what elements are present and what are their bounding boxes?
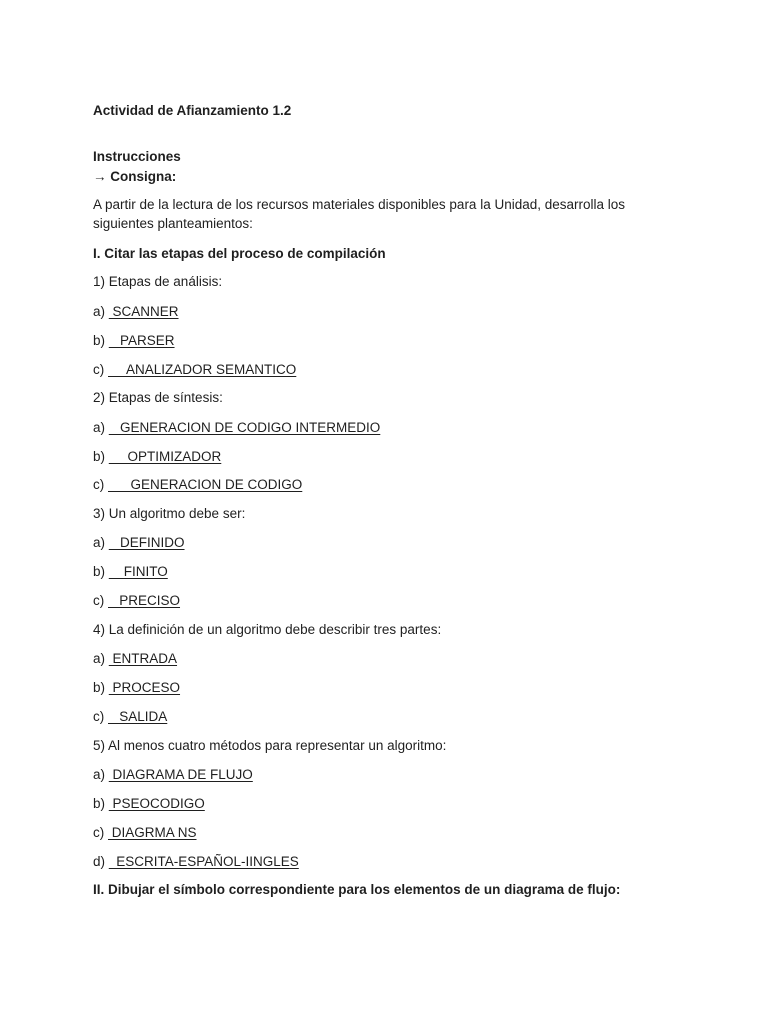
answer-prefix: a) — [93, 420, 109, 435]
answer-prefix: b) — [93, 449, 109, 464]
document-title: Actividad de Afianzamiento 1.2 — [93, 103, 292, 118]
answer-prefix: c) — [93, 477, 108, 492]
answer-item — [93, 476, 302, 494]
question-2-title: 2) Etapas de síntesis: — [93, 390, 223, 405]
section-2-heading: II. Dibujar el símbolo correspondiente para los elementos de un diagrama de flujo: — [93, 882, 621, 897]
answer-text: SCANNER — [108, 304, 179, 319]
answer-prefix: a) — [93, 535, 109, 550]
answer-text: ESCRITA-ESPAÑOL-IINGLES — [108, 854, 299, 869]
answer-text: GENERACION DE CODIGO — [108, 477, 303, 492]
answer-text: DEFINIDO — [108, 535, 185, 550]
answer-prefix: c) — [93, 362, 108, 377]
answer-text: PRECISO — [108, 593, 181, 608]
question-1-title: 1) Etapas de análisis: — [93, 274, 223, 289]
answer-text: ENTRADA — [108, 651, 178, 666]
answer-item — [93, 650, 177, 668]
consigna-heading — [93, 168, 176, 186]
answer-item — [93, 824, 197, 842]
consigna-label: Consigna: — [110, 169, 177, 184]
answer-text: FINITO — [108, 564, 168, 579]
question-4-title: 4) La definición de un algoritmo debe describir tres partes: — [93, 622, 442, 637]
answer-item — [93, 448, 221, 466]
answer-prefix: c) — [93, 825, 108, 840]
question-3-title: 3) Un algoritmo debe ser: — [93, 506, 246, 521]
answer-text: GENERACION DE CODIGO INTERMEDIO — [108, 420, 381, 435]
answer-prefix: a) — [93, 767, 109, 782]
answer-item — [93, 332, 175, 350]
answer-item — [93, 708, 167, 726]
answer-text: PSEOCODIGO — [108, 796, 205, 811]
answer-prefix: a) — [93, 304, 109, 319]
answer-item — [93, 361, 296, 379]
intro-paragraph-line-1: A partir de la lectura de los recursos materiales disponibles para la Unidad, desarrolla los — [93, 197, 626, 212]
answer-text: PROCESO — [108, 680, 181, 695]
answer-prefix: b) — [93, 564, 109, 579]
instructions-heading: Instrucciones — [93, 149, 181, 164]
answer-prefix: b) — [93, 333, 109, 348]
answer-text: OPTIMIZADOR — [108, 449, 222, 464]
answer-prefix: a) — [93, 651, 109, 666]
answer-prefix: b) — [93, 680, 109, 695]
answer-text: ANALIZADOR SEMANTICO — [108, 362, 297, 377]
answer-prefix: c) — [93, 709, 108, 724]
answer-item — [93, 592, 180, 610]
arrow-right-icon: → — [93, 169, 107, 184]
answer-item — [93, 534, 185, 552]
answer-text: DIAGRAMA DE FLUJO — [108, 767, 253, 782]
question-5-title: 5) Al menos cuatro métodos para representar un algoritmo: — [93, 738, 447, 753]
answer-item — [93, 853, 299, 871]
answer-text: SALIDA — [108, 709, 168, 724]
answer-item — [93, 563, 168, 581]
answer-item — [93, 303, 179, 321]
answer-prefix: c) — [93, 593, 108, 608]
answer-text: PARSER — [108, 333, 175, 348]
answer-item — [93, 679, 180, 697]
intro-paragraph-line-2: siguientes planteamientos: — [93, 216, 253, 231]
answer-prefix: b) — [93, 796, 109, 811]
answer-prefix: d) — [93, 854, 109, 869]
answer-item — [93, 795, 205, 813]
answer-item — [93, 419, 380, 437]
answer-item — [93, 766, 253, 784]
section-1-heading: I. Citar las etapas del proceso de compilación — [93, 246, 386, 261]
answer-text: DIAGRMA NS — [108, 825, 197, 840]
